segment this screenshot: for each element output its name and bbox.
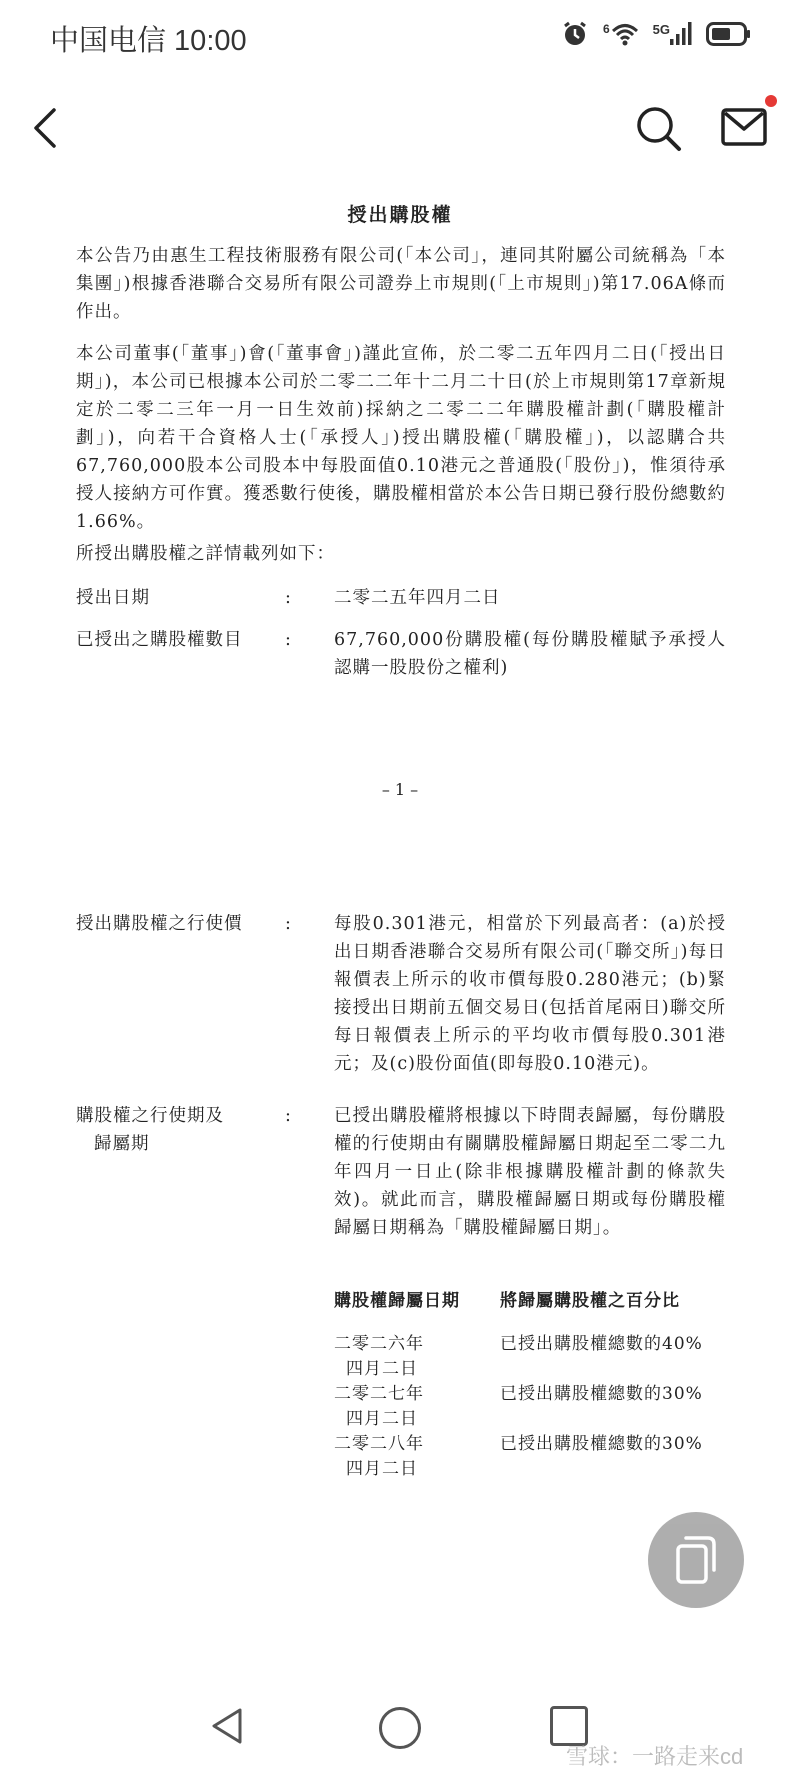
vesting-header-date: 購股權歸屬日期 (334, 1291, 460, 1311)
row-colon: : (285, 1106, 291, 1126)
vesting-date-year: 二零二七年 (334, 1384, 424, 1404)
paragraph-details-heading: 所授出購股權之詳情載列如下： (76, 544, 335, 564)
row-label-options-granted: 已授出之購股權數目 (76, 630, 243, 650)
floating-copy-button[interactable] (648, 1512, 744, 1608)
row-label-line: 購股權之行使期及 (76, 1106, 224, 1126)
paragraph-intro: 本公告乃由惠生工程技術服務有限公司(「本公司」，連同其附屬公司統稱為「本集團」)根據香港聯合交易所有限公司證券上市規則(「上市規則」)第17.06A條而作出。 (76, 246, 726, 322)
row-value-exercise-period: 已授出購股權將根據以下時間表歸屬，每份購股權的行使期由有關購股權歸屬日期起至二零二九年四月一日止(除非根據購股權計劃的條款失效)。就此而言，購股權歸屬日期或每份購股權歸屬日期稱為「購股權歸屬日期」。 (334, 1106, 726, 1238)
row-colon: : (285, 588, 291, 608)
row-label-exercise-period (76, 1102, 224, 1158)
page-number: – 1 – (381, 780, 419, 799)
vesting-date-year: 二零二六年 (334, 1334, 424, 1354)
search-icon[interactable] (634, 104, 682, 152)
row-value-options-granted: 67,760,000份購股權(每份購股權賦予承授人認購一股股份之權利) (334, 630, 726, 678)
row-value-exercise-price: 每股0.301港元，相當於下列最高者：(a)於授出日期香港聯合交易所有限公司(「聯交所」)每日報價表上所示的收市價每股0.280港元；(b)緊接授出日期前五個交易日(包括首尾兩日)聯交所每日報價表上所示的平均收市價每股0.301港元；及(c)股份面值(即每股0.10港元)。 (334, 914, 726, 1074)
wifi-icon (603, 22, 639, 46)
paragraph-announcement: 本公司董事(「董事」)會(「董事會」)謹此宣佈，於二零二五年四月二日(「授出日期」)，本公司已根據本公司於二零二二年十二月二十日(於上市規則第17章新規定於二零二三年一月一日生效前)採納之二零二二年購股權計劃(「購股權計劃」)，向若干合資格人士(「承授人」)授出購股權(「購股權」)，以認購合共67,760,000股本公司股本中每股面值0.10港元之普通股(「股份」)，惟須待承授人接納方可作實。獲悉數行使後，購股權相當於本公告日期已發行股份總數約1.66%。 (76, 344, 726, 532)
vesting-date (334, 1432, 424, 1482)
status-bar (0, 0, 800, 76)
carrier-time: 中国电信 10:00 (50, 25, 247, 57)
vesting-date-year: 二零二八年 (334, 1434, 424, 1454)
vesting-date (334, 1332, 424, 1382)
row-label-grant-date: 授出日期 (76, 588, 150, 608)
row-colon: : (285, 630, 291, 650)
copy-icon (648, 1512, 744, 1608)
cellular-icon (653, 22, 692, 46)
alarm-icon (561, 20, 589, 48)
notification-dot (765, 95, 777, 107)
vesting-header-percentage: 將歸屬購股權之百分比 (500, 1291, 680, 1311)
network-type: 5G (652, 22, 670, 37)
vesting-date-day: 四月二日 (346, 1359, 418, 1379)
row-label-exercise-price: 授出購股權之行使價 (76, 914, 243, 934)
row-label-line: 歸屬期 (94, 1134, 150, 1154)
status-icons (561, 20, 752, 48)
vesting-date-day: 四月二日 (346, 1459, 418, 1479)
row-value-grant-date: 二零二五年四月二日 (334, 588, 501, 608)
vesting-percentage: 已授出購股權總數的30% (500, 1384, 703, 1404)
vesting-percentage: 已授出購股權總數的30% (500, 1434, 703, 1454)
back-icon[interactable] (26, 108, 66, 148)
mail-icon[interactable] (720, 104, 770, 150)
vesting-date-day: 四月二日 (346, 1409, 418, 1429)
network-badge: 6 (602, 22, 610, 36)
battery-icon (706, 22, 752, 46)
nav-back-icon[interactable] (208, 1706, 248, 1746)
document-title: 授出購股權 (347, 204, 453, 226)
vesting-date (334, 1382, 424, 1432)
nav-home-icon[interactable] (379, 1707, 421, 1749)
row-colon: : (285, 914, 291, 934)
watermark-text: 雪球：一路走来cd (566, 1744, 744, 1769)
vesting-percentage: 已授出購股權總數的40% (500, 1334, 703, 1354)
